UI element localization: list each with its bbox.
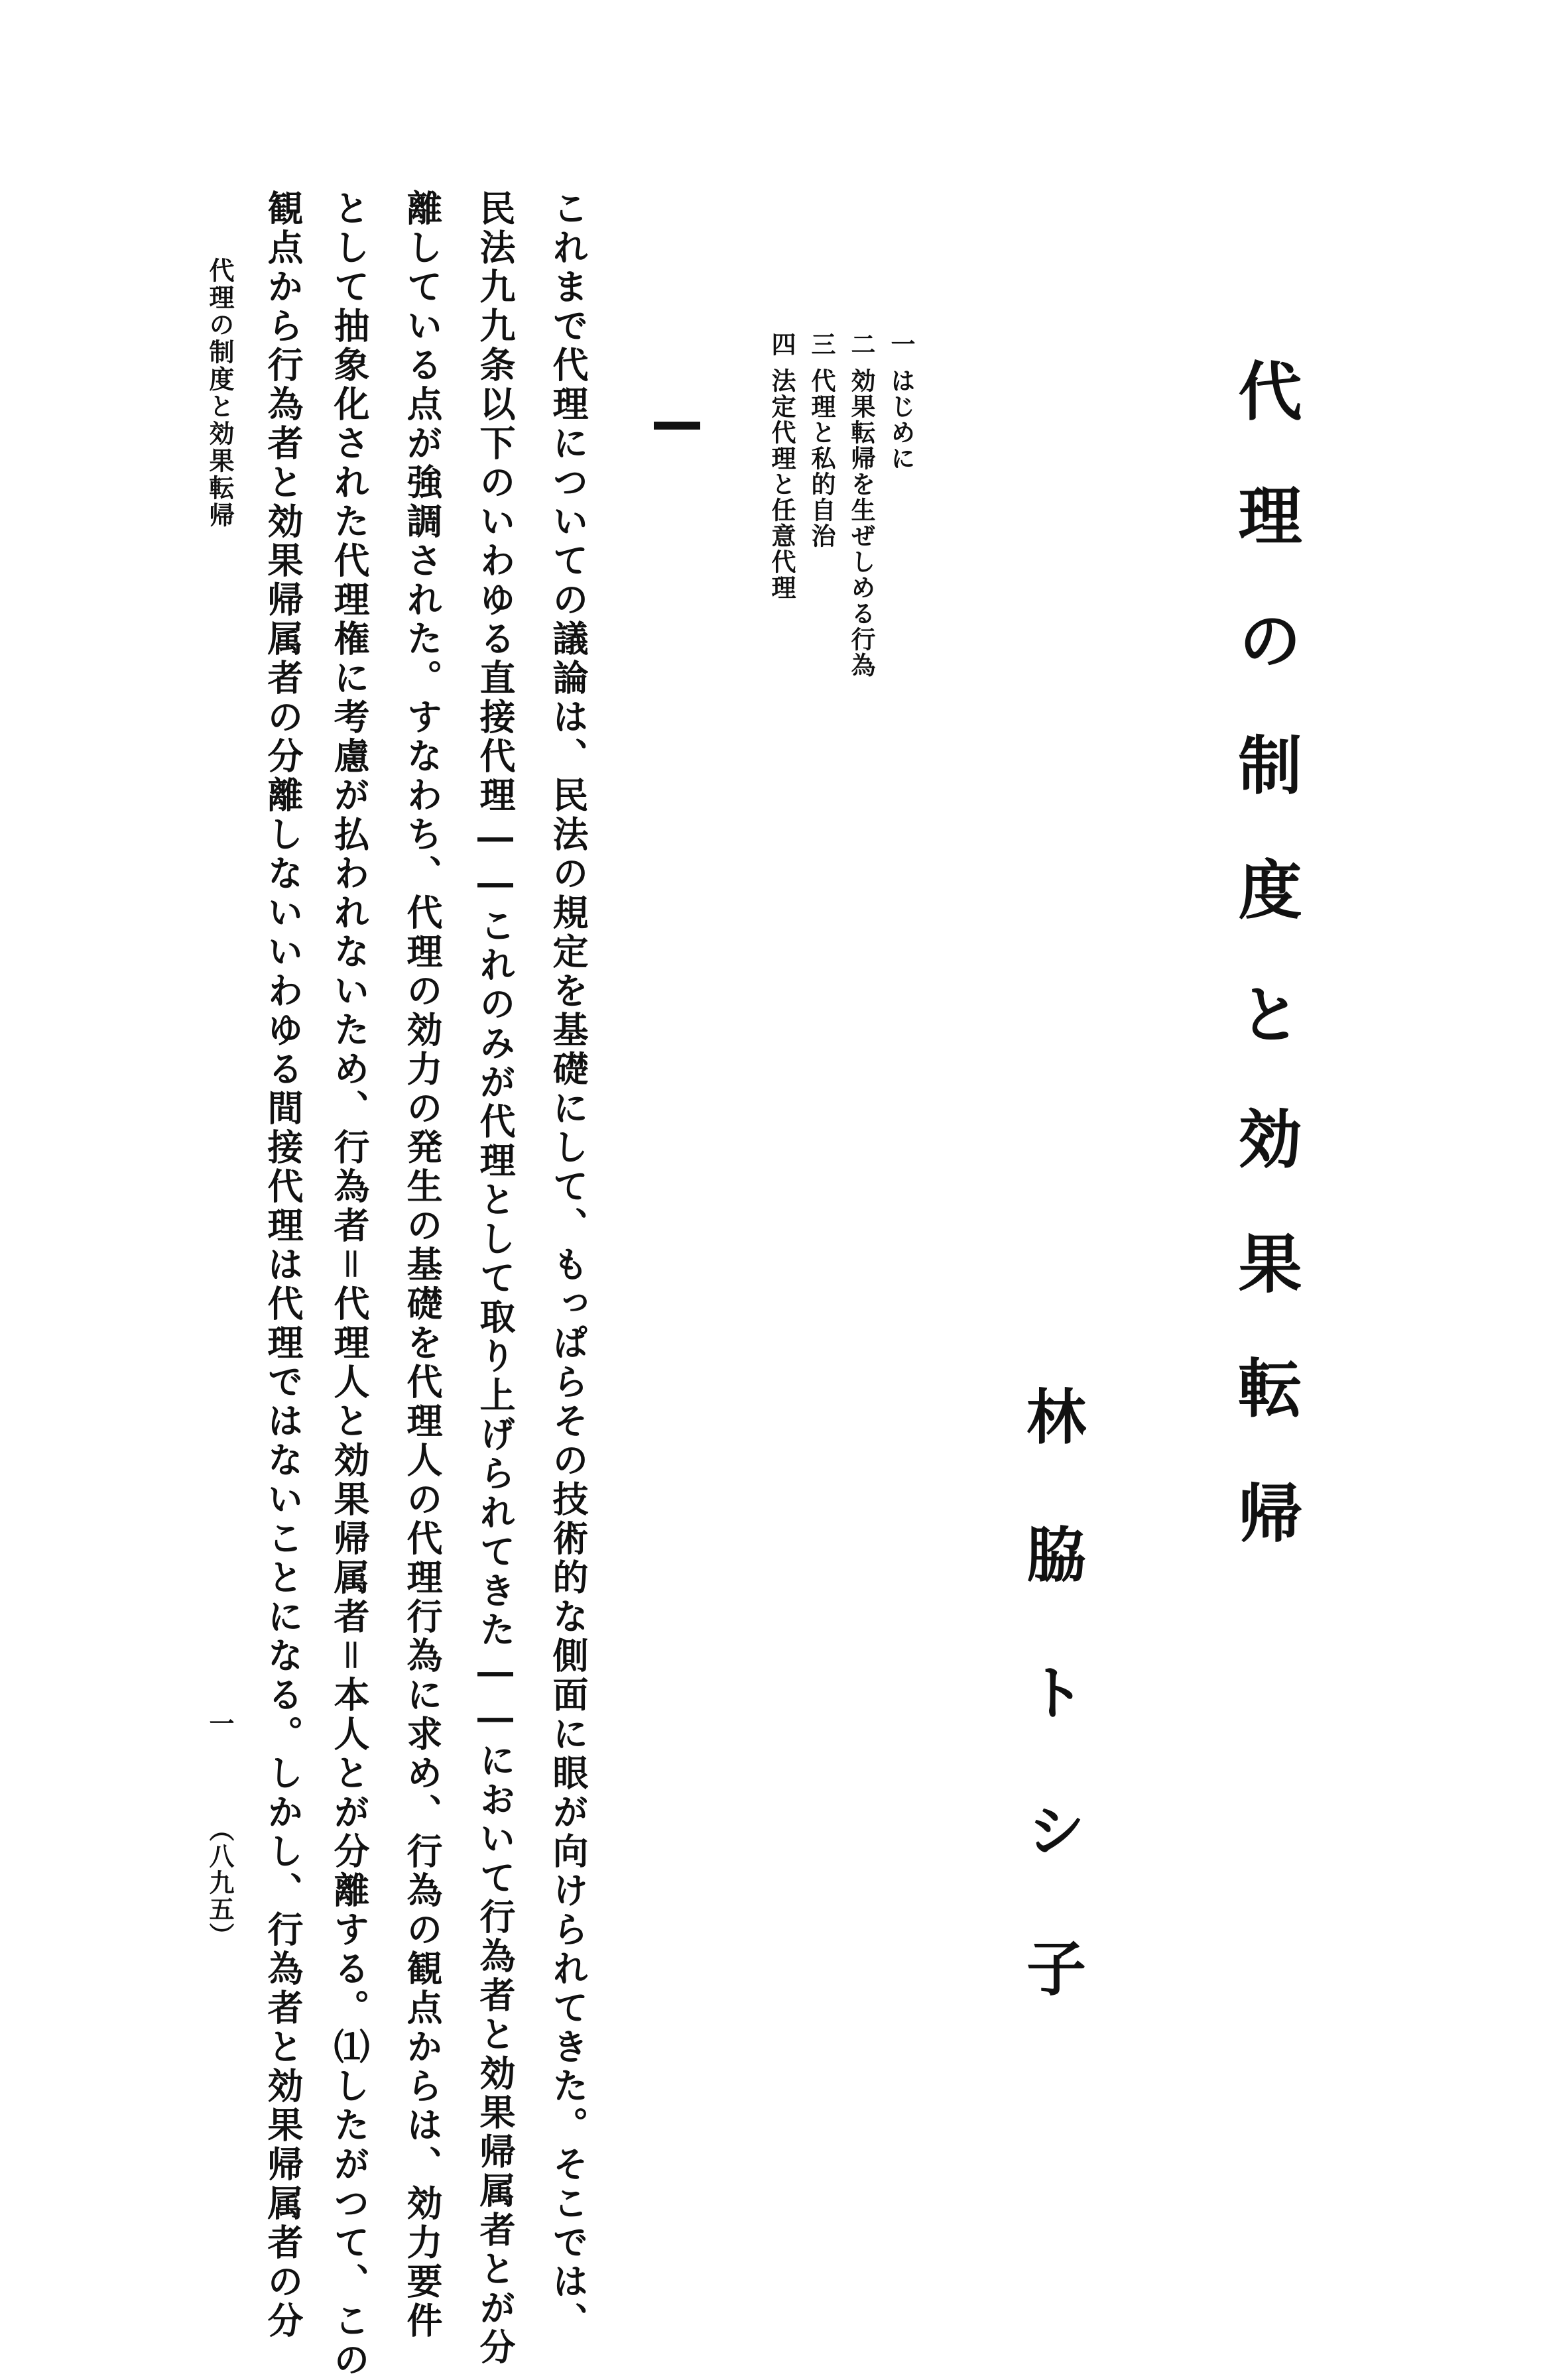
- toc-item-label: 代理と私的自治: [807, 368, 836, 549]
- toc-item-label: 法定代理と任意代理: [767, 368, 796, 601]
- toc-item-1: [887, 331, 916, 471]
- folio: 一: [205, 1710, 235, 1736]
- article-author: 林脇トシ子: [1016, 1386, 1086, 2075]
- section-number-mark: [654, 422, 700, 430]
- body-line-1: これまで代理についての議論は、民法の規定を基礎にして、もっぱらその技術的な側面に眼が向けられてきた。そこでは、: [547, 190, 589, 2341]
- body-line-3: 離している点が強調された。すなわち、代理の効力の発生の基礎を代理人の代理行為に求め、行為の観点からは、効力要件: [401, 190, 444, 2341]
- toc-item-4: [769, 331, 794, 601]
- toc-item-label: はじめに: [887, 368, 916, 471]
- toc-item-number: 一: [887, 331, 916, 357]
- toc-item-2: [847, 331, 876, 678]
- article-title: 代理の制度と効果転帰: [1228, 358, 1303, 1604]
- running-head: 代理の制度と効果転帰: [205, 257, 235, 529]
- body-line-4: として抽象化された代理権に考慮が払われないため、行為者＝代理人と効果帰属者＝本人とが分離する。⑴したがつて、この: [328, 190, 371, 2380]
- toc-item-label: 効果転帰を生ぜしめる行為: [847, 368, 876, 678]
- toc-item-3: [809, 331, 834, 549]
- toc-item-number: 四: [767, 331, 796, 357]
- toc-item-number: 二: [847, 331, 876, 357]
- body-line-2: 民法九九条以下のいわゆる直接代理――これのみが代理として取り上げられてきた――において行為者と効果帰属者とが分: [474, 190, 517, 2367]
- page-number: （八九五）: [205, 1816, 235, 1949]
- toc-item-number: 三: [807, 331, 836, 357]
- body-line-5: 観点から行為者と効果帰属者の分離しないいわゆる間接代理は代理ではないことになる。しかし、行為者と効果帰属者の分: [262, 190, 304, 2341]
